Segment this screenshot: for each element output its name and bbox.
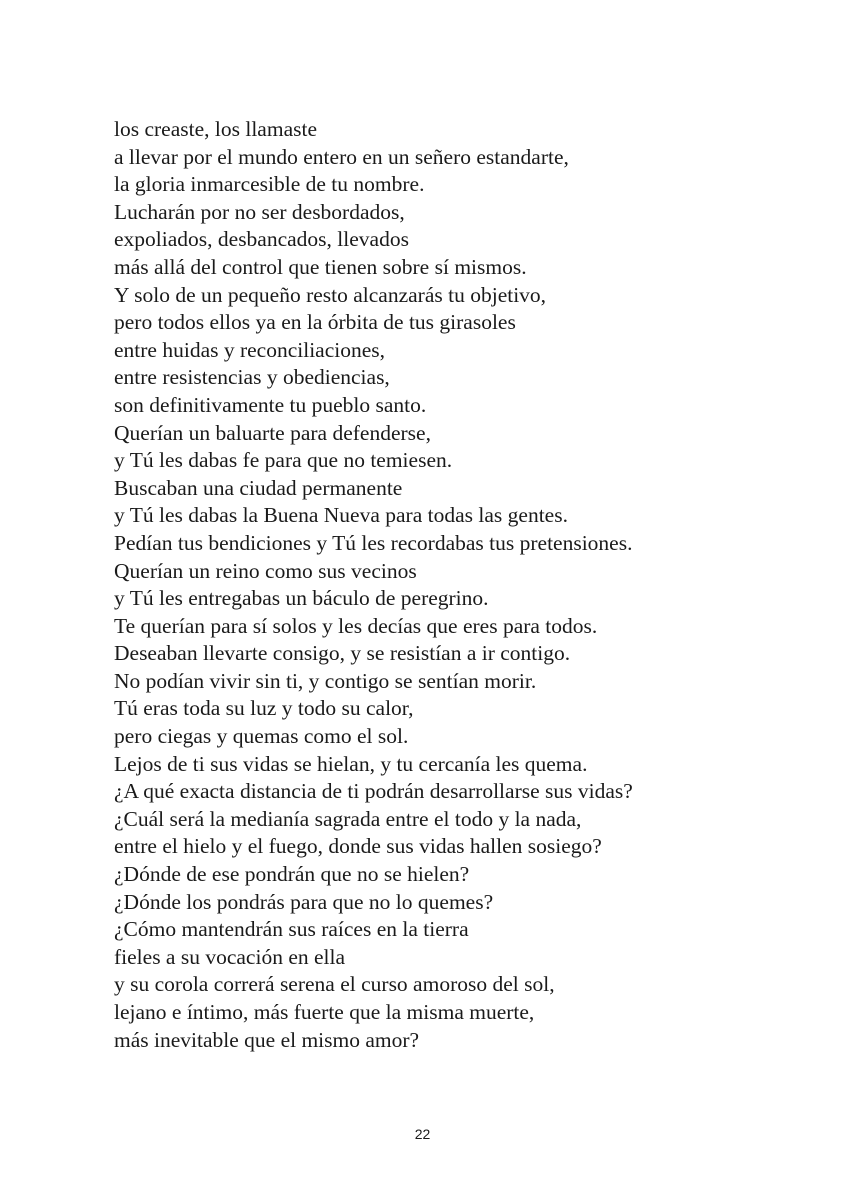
poem-line: Querían un baluarte para defenderse, [114, 420, 431, 445]
poem-line: Te querían para sí solos y les decías que eres para todos. [114, 613, 598, 638]
poem-line: más allá del control que tienen sobre sí mismos. [114, 254, 527, 279]
poem-line: No podían vivir sin ti, y contigo se sentían morir. [114, 668, 537, 693]
poem-line: Y solo de un pequeño resto alcanzarás tu objetivo, [114, 282, 547, 307]
poem-line: ¿Cómo mantendrán sus raíces en la tierra [114, 917, 469, 942]
poem-line: lejano e íntimo, más fuerte que la misma muerte, [114, 1000, 535, 1024]
poem-line: Tú eras toda su luz y todo su calor, [114, 696, 414, 721]
poem-line: Pedían tus bendiciones y Tú les recordabas tus pretensiones. [114, 530, 633, 555]
poem-line: Querían un reino como sus vecinos [114, 558, 417, 583]
poem-line: fieles a su vocación en ella [114, 944, 346, 969]
poem-line: y Tú les entregabas un báculo de peregrino. [114, 586, 489, 611]
poem-line: expoliados, desbancados, llevados [114, 227, 409, 252]
poem-body [114, 116, 814, 1054]
poem-line: y Tú les dabas la Buena Nueva para todas las gentes. [114, 503, 568, 528]
poem-line: a llevar por el mundo entero en un señero estandarte, [114, 144, 569, 169]
poem-line: pero todos ellos ya en la órbita de tus girasoles [114, 310, 516, 335]
poem-line: ¿A qué exacta distancia de ti podrán desarrollarse sus vidas? [114, 779, 633, 804]
poem-line: Lejos de ti sus vidas se hielan, y tu cercanía les quema. [114, 751, 588, 776]
poem-line: ¿Dónde de ese pondrán que no se hielen? [114, 862, 470, 887]
poem-line: entre el hielo y el fuego, donde sus vidas hallen sosiego? [114, 834, 602, 859]
poem-line: los creaste, los llamaste [114, 117, 317, 141]
poem-line: entre resistencias y obediencias, [114, 365, 390, 390]
poem-line: entre huidas y reconciliaciones, [114, 337, 386, 362]
poem-line: Buscaban una ciudad permanente [114, 475, 403, 500]
poem-line: y Tú les dabas fe para que no temiesen. [114, 448, 453, 473]
poem-line: pero ciegas y quemas como el sol. [114, 724, 409, 749]
poem-line: son definitivamente tu pueblo santo. [114, 392, 427, 417]
poem-line: Deseaban llevarte consigo, y se resistían a ir contigo. [114, 641, 571, 666]
poem-line: ¿Dónde los pondrás para que no lo quemes? [114, 889, 494, 914]
poem-line: más inevitable que el mismo amor? [114, 1027, 420, 1052]
poem-line: y su corola correrá serena el curso amoroso del sol, [114, 972, 555, 997]
page-number: 22 [414, 1126, 431, 1142]
poem-line: Lucharán por no ser desbordados, [114, 199, 405, 224]
poem-line: ¿Cuál será la medianía sagrada entre el todo y la nada, [114, 806, 582, 831]
poem-line: la gloria inmarcesible de tu nombre. [114, 172, 425, 197]
